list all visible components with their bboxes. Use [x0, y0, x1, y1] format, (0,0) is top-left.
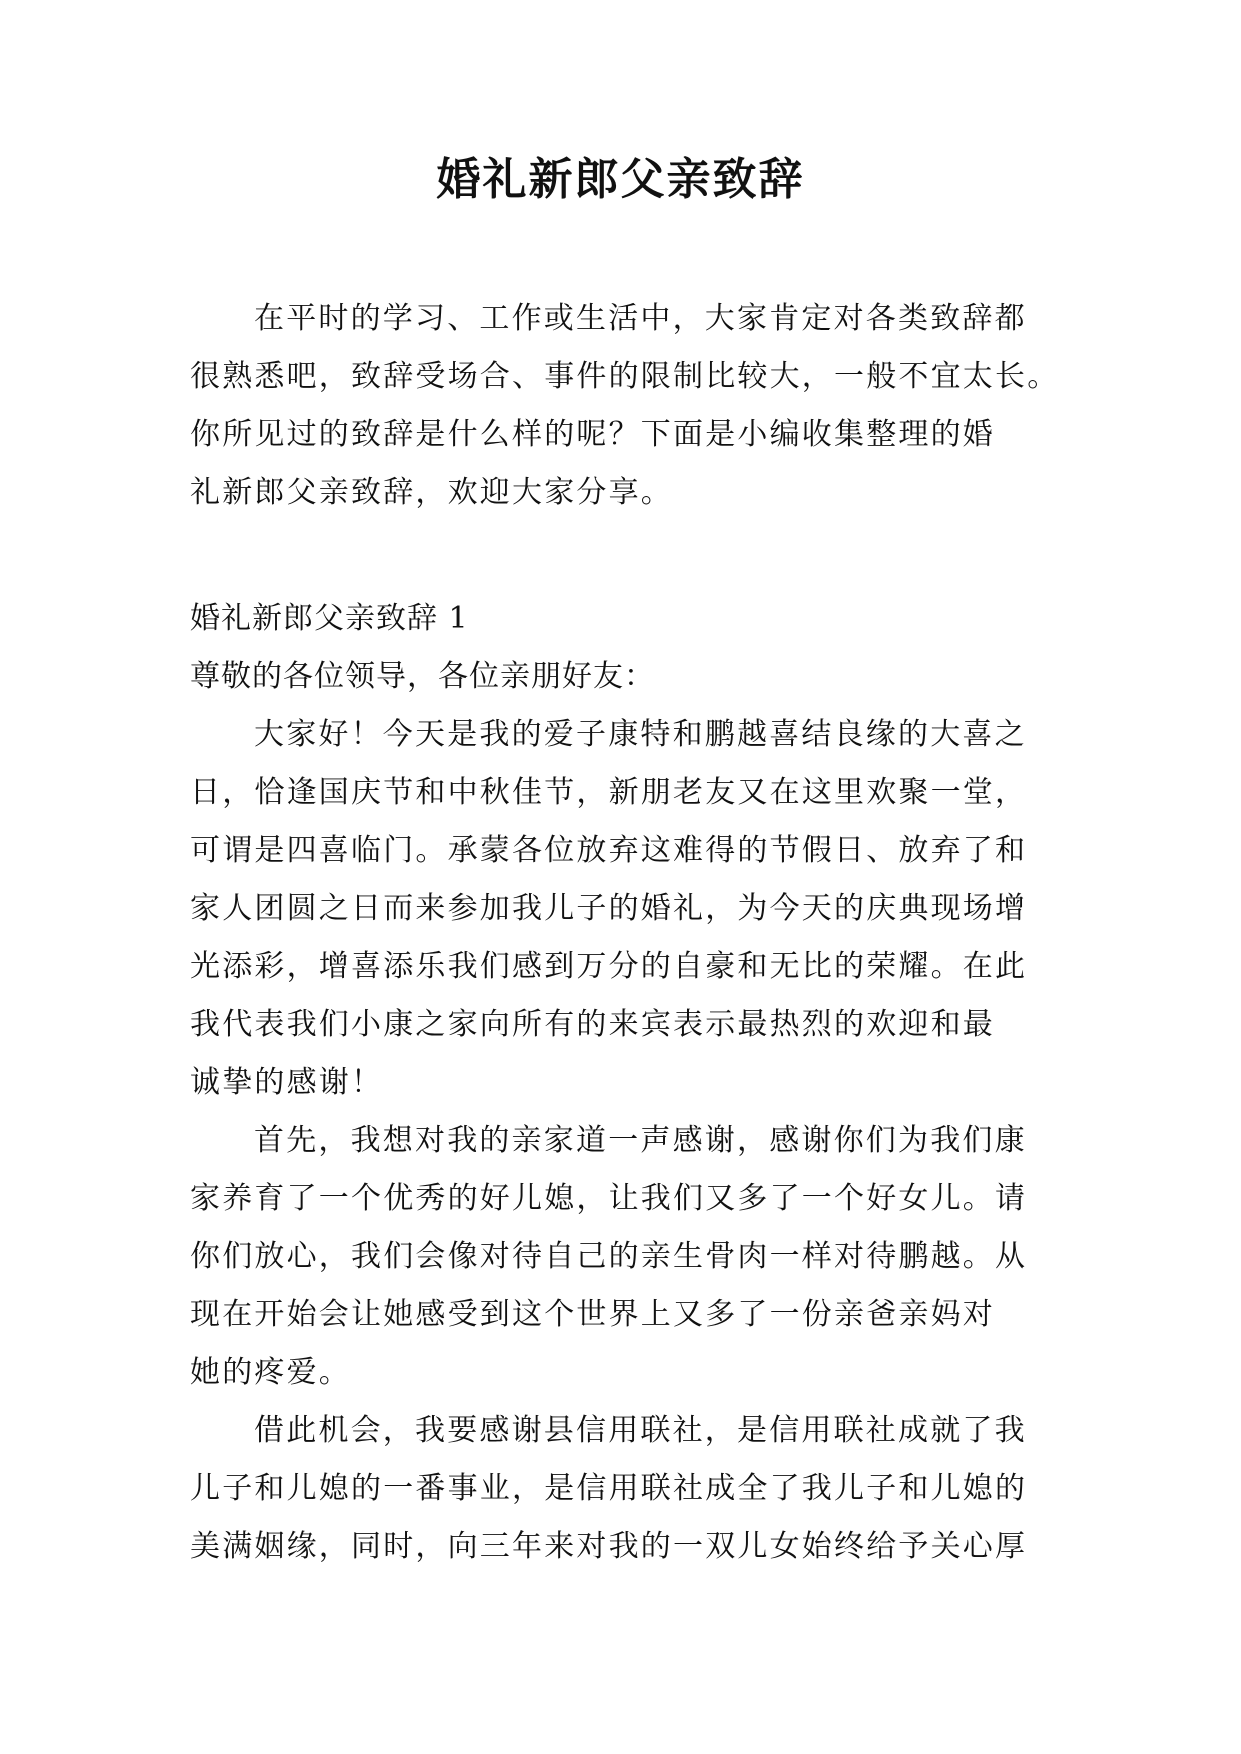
paragraph1-line: 可谓是四喜临门。承蒙各位放弃这难得的节假日、放弃了和 — [190, 833, 1028, 868]
section-gap — [190, 522, 1062, 590]
paragraph1-line: 大家好！今天是我的爱子康特和鹏越喜结良缘的大喜之 — [254, 717, 1027, 752]
document-title: 婚礼新郎父亲致辞 — [436, 154, 805, 205]
paragraph2-line: 她的疼爱。 — [190, 1355, 351, 1390]
paragraph3-line: 借此机会，我要感谢县信用联社，是信用联社成就了我 — [254, 1413, 1027, 1448]
paragraph2-line: 家养育了一个优秀的好儿媳，让我们又多了一个好女儿。请 — [190, 1181, 1028, 1216]
intro-line: 你所见过的致辞是什么样的呢？下面是小编收集整理的婚 — [190, 417, 995, 452]
salutation: 尊敬的各位领导，各位亲朋好友： — [190, 659, 655, 694]
section-title: 婚礼新郎父亲致辞 1 — [190, 601, 469, 636]
paragraph3-line: 美满姻缘，同时，向三年来对我的一双儿女始终给予关心厚 — [190, 1529, 1028, 1564]
paragraph2-line: 首先，我想对我的亲家道一声感谢，感谢你们为我们康 — [254, 1123, 1027, 1158]
paragraph1-line: 诚挚的感谢！ — [190, 1065, 384, 1100]
paragraph1-line: 日，恰逢国庆节和中秋佳节，新朋老友又在这里欢聚一堂， — [190, 775, 1028, 810]
intro-line: 很熟悉吧，致辞受场合、事件的限制比较大，一般不宜太长。 — [190, 359, 1060, 394]
paragraph3-line: 儿子和儿媳的一番事业，是信用联社成全了我儿子和儿媳的 — [190, 1471, 1028, 1506]
paragraph1-line: 我代表我们小康之家向所有的来宾表示最热烈的欢迎和最 — [190, 1007, 995, 1042]
intro-line: 礼新郎父亲致辞，欢迎大家分享。 — [190, 475, 673, 510]
paragraph1-line: 光添彩，增喜添乐我们感到万分的自豪和无比的荣耀。在此 — [190, 949, 1028, 984]
document-body — [190, 290, 1062, 1576]
paragraph2-line: 你们放心，我们会像对待自己的亲生骨肉一样对待鹏越。从 — [190, 1239, 1028, 1274]
intro-line: 在平时的学习、工作或生活中，大家肯定对各类致辞都 — [254, 301, 1027, 336]
paragraph1-line: 家人团圆之日而来参加我儿子的婚礼，为今天的庆典现场增 — [190, 891, 1028, 926]
paragraph2-line: 现在开始会让她感受到这个世界上又多了一份亲爸亲妈对 — [190, 1297, 995, 1332]
